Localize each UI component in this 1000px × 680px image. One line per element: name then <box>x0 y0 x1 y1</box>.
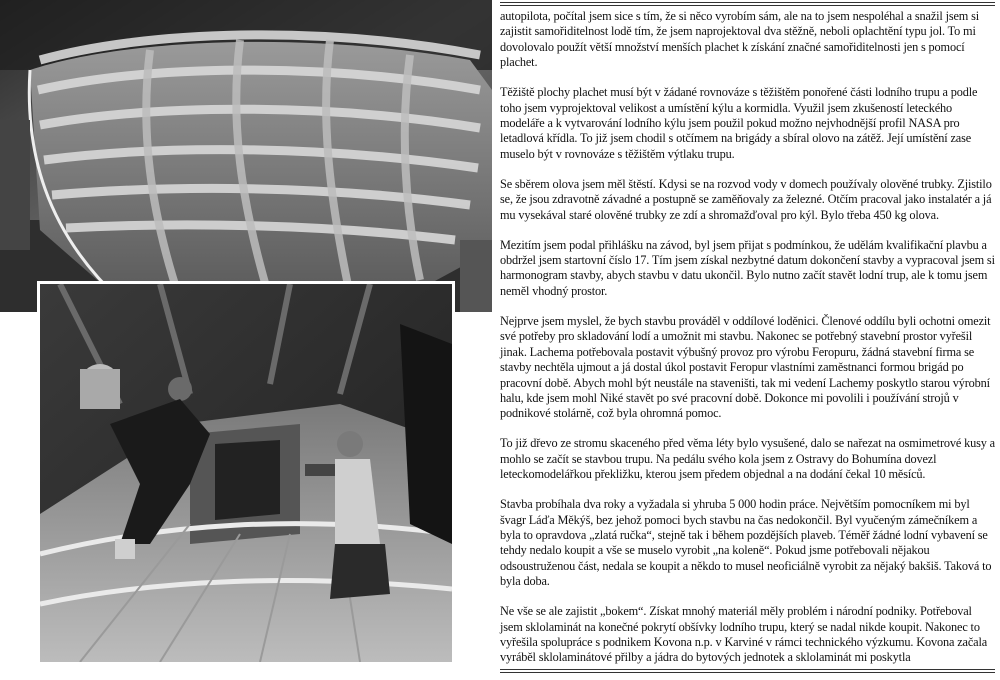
top-rule <box>500 2 995 3</box>
bottom-rule <box>500 669 995 670</box>
paragraph-2: Těžiště plochy plachet musí být v žádané rovnováze s těžištěm ponořené části lodního trupu a podle toho jsem vyprojektoval velikost a umístění kýlu a kormidla. Využil jsem zkušeností leteckého modeláře a k vytvarování lodního kýlu jsem použil pokud možno nejvhodnější profil NASA pro letadlová křídla. To již jsem chodil s otčímem na brigády a sbíral olovo na zátěž. Její umístění zase muselo být v rovnováze s těžištěm výtlaku trupu. <box>500 85 978 161</box>
workers-photo <box>40 284 452 662</box>
hull-frame-photo <box>0 0 492 312</box>
bottom-rule-secondary <box>500 672 995 673</box>
article-body <box>500 9 995 680</box>
paragraph-8: Ne vše se ale zajistit „bokem“. Získat mnohý materiál měly problém i národní podniky. Potřeboval jsem sklolaminát na konečné pokrytí obšívky lodního trupu, který se nadal nikde koupit. Nakonec to vyřešila spolupráce s podnikem Kovona n.p. v Karviné v rámci technického výzkumu. Kovona začala vyráběl sklolaminátové přilby a jádra do bytových jednotek a sklolaminát mi poskytla <box>500 604 988 665</box>
article-column <box>500 0 995 676</box>
paragraph-3: Se sběrem olova jsem měl štěstí. Kdysi se na rozvod vody v domech používaly olověné trubky. Zjistilo se, že jsou zdravotně závadné a postupně se zaměňovaly za železné. Otčím pracoval jako instalatér a já mu vysekával staré olověné trubky ze zdí a shromažďoval pro kýl. Bylo třeba 450 kg olova. <box>500 176 992 222</box>
photo-area <box>0 0 492 676</box>
paragraph-5: Nejprve jsem myslel, že bych stavbu prováděl v oddílové loděnici. Členové oddílu byli ochotni omezit své potřeby pro skladování lodí a umožnit mi stavbu. Nakonec se potřebný stavební prostor vyřešil jinak. Lachema potřebovala postavit výbušný provoz pro výrobu Feropuru, žádná stavební firma se stavby nechtěla ujmout a já dostal úkol postavit Feropur vlastními zaměstnanci formou brigád po pracovní době. Abych mohl být neustále na staveništi, tak mi vedení Lachemy poskytlo starou výrobní halu, kde jsem mohl Niké stavět po své pracovní době. Dokonce mi povolili i používání strojů v podnikové stolárně, což byla ohromná pomoc. <box>500 313 991 421</box>
paragraph-6: To již dřevo ze stromu skaceného před věma léty bylo vysušené, dalo se nařezat na osmimetrové kusy a mohlo se začít se stavbou trupu. Na pedálu svého kola jsem z Ostravy do Bohumína dovezl leteckomodelářkou překližku, kterou jsem předem objednal a na dodání čekal 10 měsíců. <box>500 436 995 482</box>
workers-illustration <box>40 284 452 662</box>
top-rule-secondary <box>500 5 995 6</box>
hull-frame-illustration <box>0 0 492 312</box>
paragraph-4: Mezitím jsem podal přihlášku na závod, byl jsem přijat s podmínkou, že udělám kvalifikační plavbu a obdržel jsem startovní číslo 17. Tím jsem získal nezbytné datum dokončení stavby a vypracoval jsem si harmonogram stavby, abych stavbu v datu ukončil. Bylo nutno začít stavět lodní trup, ale k tomu jsem neměl vhodný prostor. <box>500 237 995 298</box>
paragraph-1: autopilota, počítal jsem sice s tím, že si něco vyrobím sám, ale na to jsem nespoléhal a snažil jsem si zajistit samořiditelnost lodě tím, že jsem naprojektoval dva stěžně, neboli oplachtění typu jol. To mi dovolovalo použít větší množství menších plachet k získání značné samořiditelnosti jen s pomocí plachet. <box>500 9 980 70</box>
paragraph-7: Stavba probíhala dva roky a vyžadala si yhruba 5 000 hodin práce. Největším pomocníkem mi byl švagr Láďa Měkýš, bez jehož pomoci bych stavbu na čas nedokončil. Byl vyučeným zámečníkem a byla to opravdova „zlatá ručka“, stejně tak i během pozdějších plaveb. Téměř žádné lodní vybavení se tehdy nedalo koupit a vše se muselo vyrobit „na koleně“. Pokud jsme potřebovali nějakou odsoustruženou část, nedala se koupit a někdo to musel neoficiálně vyrobit za nějaký bakšiš. Taková to byla doba. <box>500 497 992 589</box>
